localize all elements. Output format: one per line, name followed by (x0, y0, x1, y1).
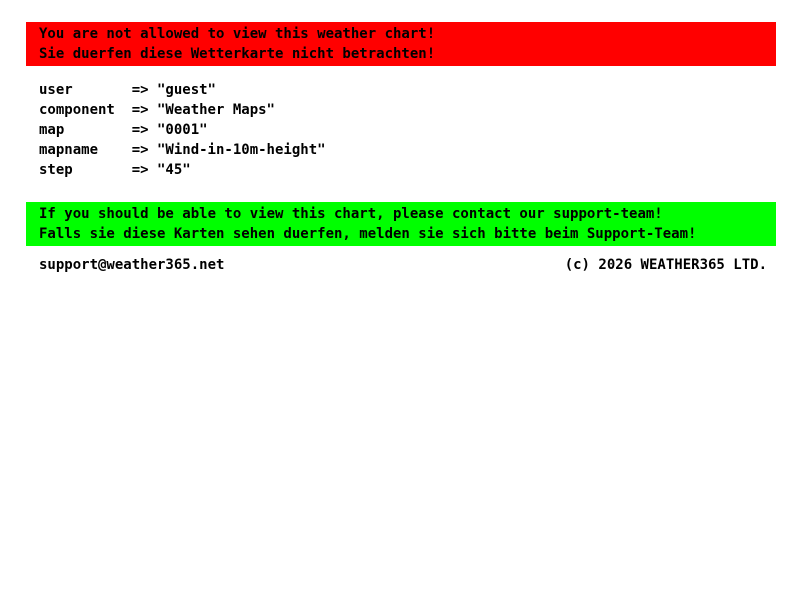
request-details (26, 80, 776, 180)
detail-value: "0001" (156, 122, 208, 138)
arrow-glyph: => (131, 102, 149, 118)
copyright-text: (c) 2026 WEATHER365 LTD. (564, 257, 767, 273)
access-denied-banner (26, 22, 776, 66)
error-page (26, 22, 776, 275)
detail-row-map (39, 120, 776, 140)
access-denied-line-en: You are not allowed to view this weather chart! (39, 26, 436, 42)
detail-value: "guest" (156, 82, 216, 98)
detail-value: "45" (156, 162, 191, 178)
detail-value: "Weather Maps" (156, 102, 275, 118)
detail-key: user (39, 82, 73, 98)
arrow-glyph: => (131, 82, 149, 98)
footer (26, 255, 776, 275)
support-email-link[interactable]: support@weather365.net (39, 257, 225, 273)
detail-row-component (39, 100, 776, 120)
support-line-de: Falls sie diese Karten sehen duerfen, melden sie sich bitte beim Support-Team! (39, 226, 697, 242)
detail-row-step (39, 160, 776, 180)
detail-key: mapname (39, 142, 99, 158)
arrow-glyph: => (131, 142, 149, 158)
arrow-glyph: => (131, 162, 149, 178)
detail-value: "Wind-in-10m-height" (156, 142, 326, 158)
support-line-en: If you should be able to view this chart, please contact our support-team! (39, 206, 663, 222)
detail-row-mapname (39, 140, 776, 160)
support-contact-banner (26, 202, 776, 246)
detail-row-user (39, 80, 776, 100)
arrow-glyph: => (131, 122, 149, 138)
access-denied-line-de: Sie duerfen diese Wetterkarte nicht betrachten! (39, 46, 436, 62)
detail-key: map (39, 122, 65, 138)
detail-key: component (39, 102, 115, 118)
detail-key: step (39, 162, 73, 178)
